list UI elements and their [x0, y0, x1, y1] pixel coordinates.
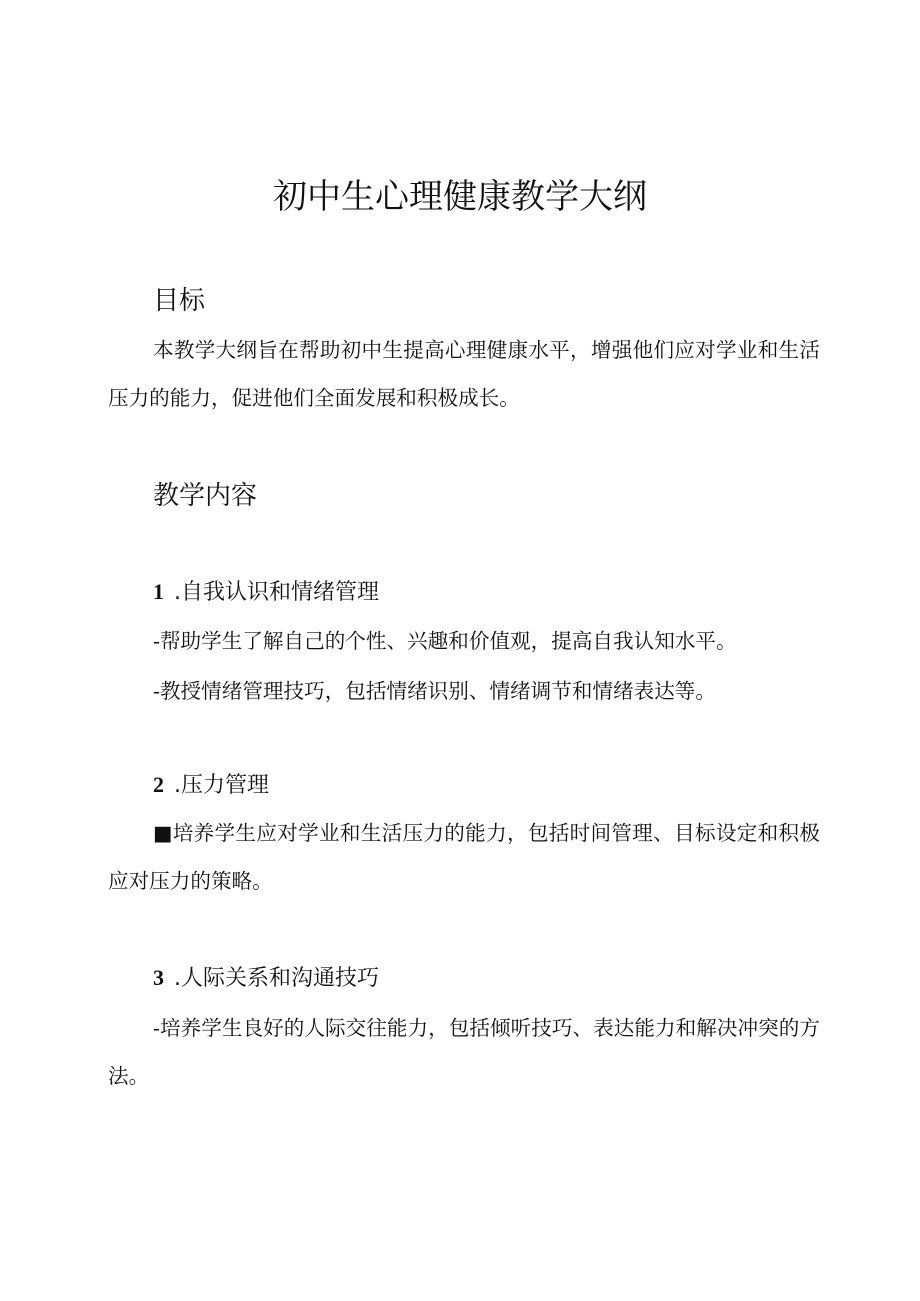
section-3-title: .人际关系和沟通技巧	[174, 966, 379, 991]
section-3-number: 3	[153, 965, 164, 990]
section-3-heading	[153, 963, 379, 994]
section-1-line-1: -帮助学生了解自己的个性、兴趣和价值观，提高自我认知水平。	[153, 629, 737, 653]
section-2-number: 2	[153, 772, 164, 797]
section-1-number: 1	[153, 579, 164, 604]
content-heading: 教学内容	[153, 481, 258, 511]
section-2-heading	[153, 770, 269, 801]
section-1-line-2: -教授情绪管理技巧，包括情绪识别、情绪调节和情绪表达等。	[153, 679, 716, 703]
section-1-title: .自我认识和情绪管理	[174, 580, 379, 605]
document-title: 初中生心理健康教学大纲	[273, 177, 647, 217]
section-3-paragraph: -培养学生良好的人际交往能力，包括倾听技巧、表达能力和解决冲突的方法。	[108, 1016, 820, 1088]
goal-heading: 目标	[153, 286, 206, 316]
section-1-heading	[153, 577, 379, 608]
goal-paragraph: 本教学大纲旨在帮助初中生提高心理健康水平，增强他们应对学业和生活压力的能力，促进他们全面发展和积极成长。	[108, 338, 820, 410]
section-2-title: .压力管理	[174, 773, 269, 798]
section-2-paragraph: ■培养学生应对学业和生活压力的能力，包括时间管理、目标设定和积极应对压力的策略。	[108, 821, 820, 893]
